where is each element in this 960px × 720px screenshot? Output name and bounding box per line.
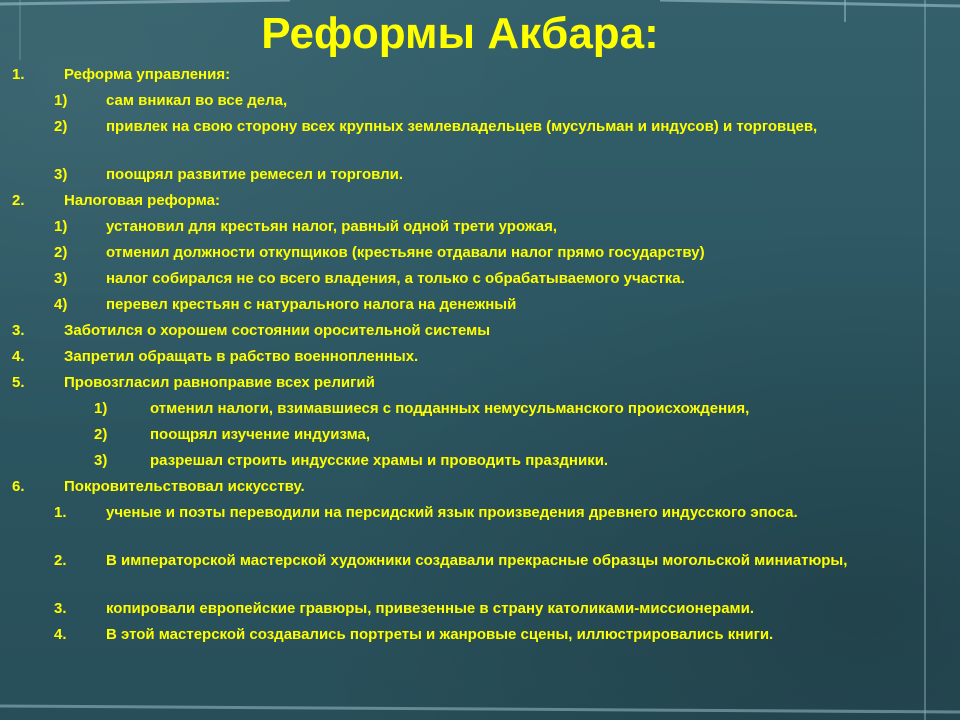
item-number: 5.	[12, 374, 25, 391]
item-number: 3)	[54, 270, 68, 287]
item-number: 2)	[54, 244, 68, 261]
item-text: отменил должности откупщиков (крестьяне отдавали налог прямо государству)	[106, 244, 705, 261]
item-number: 4.	[54, 626, 67, 643]
item-number: 3)	[94, 452, 108, 469]
item-number: 4.	[12, 348, 25, 365]
item-number: 2)	[54, 118, 68, 135]
item-text: поощрял изучение индуизма,	[150, 426, 370, 443]
item-text: Реформа управления:	[64, 66, 231, 83]
item-text: установил для крестьян налог, равный одной трети урожая,	[106, 218, 558, 235]
item-text: Налоговая реформа:	[64, 192, 220, 209]
slide-title: Реформы Акбара:	[261, 9, 659, 58]
item-text: Покровительствовал искусству.	[64, 478, 305, 495]
item-number: 2.	[12, 192, 25, 209]
item-number: 2)	[94, 426, 108, 443]
item-number: 3.	[12, 322, 25, 339]
item-text: Запретил обращать в рабство военнопленных.	[64, 348, 419, 365]
item-number: 1)	[94, 400, 108, 417]
item-text: копировали европейские гравюры, привезенные в страну католиками-миссионерами.	[106, 600, 755, 617]
item-number: 3)	[54, 166, 68, 183]
item-text: поощрял развитие ремесел и торговли.	[106, 166, 404, 183]
item-text: привлек на свою сторону всех крупных землевладельцев (мусульман и индусов) и торговцев,	[106, 118, 818, 135]
item-number: 1)	[54, 218, 68, 235]
item-text: Заботился о хорошем состоянии оросительной системы	[64, 322, 491, 339]
item-text: В этой мастерской создавались портреты и жанровые сцены, иллюстрировались книги.	[106, 626, 774, 643]
reform-list	[0, 64, 960, 664]
item-text: сам вникал во все дела,	[106, 92, 288, 109]
item-text: ученые и поэты переводили на персидский язык произведения древнего индусского эпоса.	[106, 504, 798, 521]
item-number: 1)	[54, 92, 68, 109]
item-number: 6.	[12, 478, 25, 495]
item-text: разрешал строить индусские храмы и проводить праздники.	[150, 452, 609, 469]
item-text: В императорской мастерской художники создавали прекрасные образцы могольской миниатюры,	[106, 552, 848, 569]
item-number: 3.	[54, 600, 67, 617]
item-number: 2.	[54, 552, 67, 569]
item-number: 1.	[54, 504, 67, 521]
item-text: отменил налоги, взимавшиеся с подданных немусульманского происхождения,	[150, 400, 750, 417]
item-text: налог собирался не со всего владения, а только с обрабатываемого участка.	[106, 270, 685, 287]
item-text: Провозгласил равноправие всех религий	[64, 374, 375, 391]
item-number: 4)	[54, 296, 68, 313]
item-number: 1.	[12, 66, 25, 83]
item-text: перевел крестьян с натурального налога на денежный	[106, 296, 517, 313]
